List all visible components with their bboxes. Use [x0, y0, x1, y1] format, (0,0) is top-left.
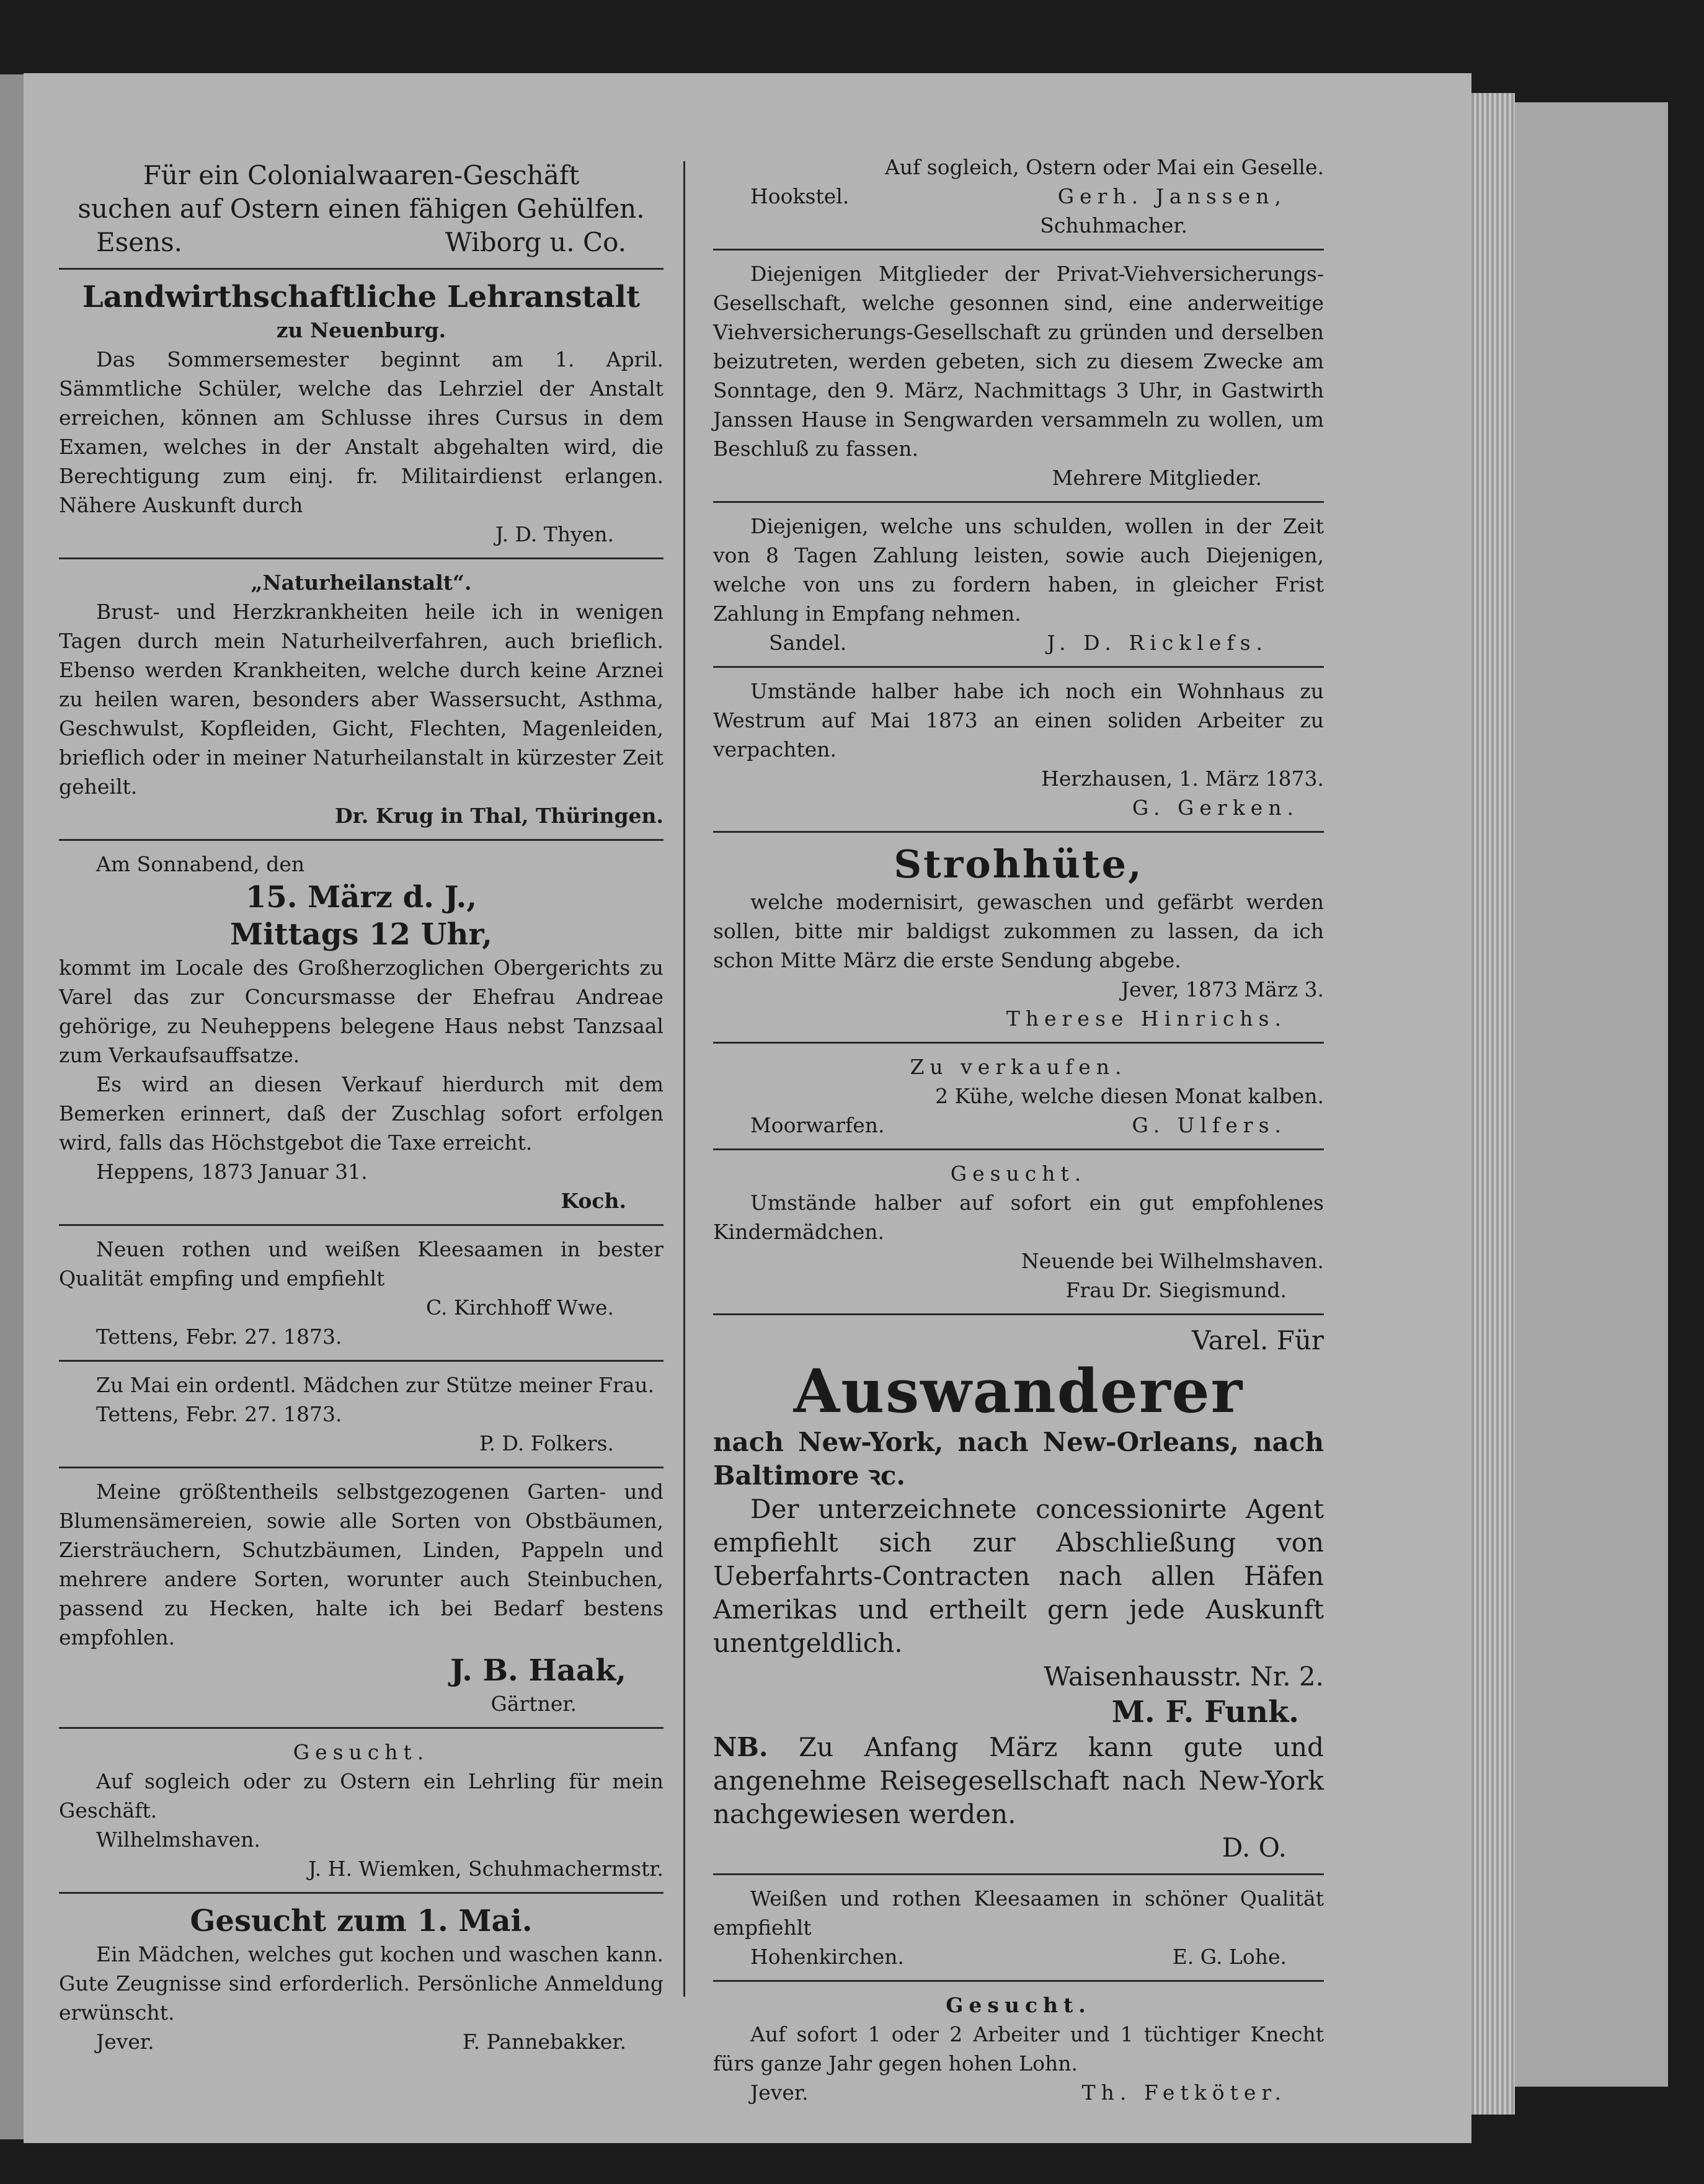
- ad-auswanderer-intro: Varel. Für: [1192, 1325, 1324, 1356]
- ad-wohnhaus: [713, 673, 1324, 826]
- ad-auswanderer-nb: Zu Anfang März kann gute und angenehme Reisegesellschaft nach New-York nachgewiesen werden.: [713, 1732, 1324, 1829]
- ad-auction-signer: Koch.: [561, 1189, 626, 1213]
- ad-kindermaedchen: [713, 1155, 1324, 1308]
- ad-viehversicherung: [713, 255, 1324, 496]
- ad-arbeiter-heading: Gesucht.: [946, 1993, 1091, 2017]
- separator: [713, 1313, 1324, 1315]
- ad-auswanderer: [713, 1320, 1324, 1868]
- ad-mai-place: Jever.: [96, 2030, 154, 2054]
- separator: [59, 1467, 663, 1468]
- ad-klee-body: Neuen rothen und weißen Kleesaamen in bester Qualität empfing und empfiehlt: [59, 1237, 663, 1290]
- ad-schulden-signer: J. D. Ricklefs.: [1047, 631, 1268, 655]
- ad-kuehe-heading: Zu verkaufen.: [910, 1055, 1127, 1079]
- book-cover: [1488, 102, 1668, 2087]
- ad-auction-date: 15. März d. J.,: [245, 880, 477, 915]
- ad-klee2-signer: E. G. Lohe.: [1172, 1945, 1287, 1969]
- ad-kinder-body: Umstände halber auf sofort ein gut empfohlenes Kindermädchen.: [713, 1191, 1324, 1244]
- separator: [59, 557, 663, 559]
- separator: [713, 1148, 1324, 1150]
- ad-haak-body: Meine größtentheils selbstgezogenen Garten- und Blumensämereien, sowie alle Sorten von Obstbäumen, Ziersträuchern, Schutzbäumen, Linden, Pappeln und mehrere andere Sorten, worunter auch Steinbuchen, passend zu Hecken, halte ich bei Bedarf bestens empfohlen.: [59, 1480, 663, 1649]
- ad-colonialwaaren: [59, 155, 663, 263]
- ad-auswanderer-title: Auswanderer: [793, 1356, 1244, 1426]
- ad-mai-signer: F. Pannebakker.: [462, 2030, 626, 2054]
- separator: [59, 1892, 663, 1894]
- ad-colonial-signer: Wiborg u. Co.: [445, 227, 626, 257]
- ad-schulden-place: Sandel.: [769, 631, 847, 655]
- separator: [59, 839, 663, 841]
- ad-auswanderer-address: Waisenhausstr. Nr. 2.: [1044, 1661, 1324, 1692]
- separator: [59, 268, 663, 270]
- ad-auction-body2: Es wird an diesen Verkauf hierdurch mit dem Bemerken erinnert, daß der Zuschlag sofort erfolgen wird, falls das Höchstgebot die Taxe erreicht.: [59, 1072, 663, 1155]
- ad-klee2-body: Weißen und rothen Kleesaamen in schöner Qualität empfiehlt: [713, 1886, 1324, 1940]
- ad-kleesaamen: [59, 1231, 663, 1355]
- ad-auction: [59, 846, 663, 1219]
- ad-strohhuete-body: welche modernisirt, gewaschen und gefärbt werden sollen, bitte mir baldigst zukommen zu lassen, da ich schon Mitte März die erste Sendung abgebe.: [713, 890, 1324, 972]
- ad-strohhuete-signer: Therese Hinrichs.: [1006, 1006, 1287, 1031]
- ad-arbeiter-body: Auf sofort 1 oder 2 Arbeiter und 1 tüchtiger Knecht fürs ganze Jahr gegen hohen Lohn.: [713, 2022, 1324, 2075]
- ad-kuehe-body: 2 Kühe, welche diesen Monat kalben.: [935, 1084, 1324, 1108]
- ad-klee-signer: C. Kirchhoff Wwe.: [425, 1295, 614, 1320]
- ad-auction-body: kommt im Locale des Großherzoglichen Obergerichts zu Varel das zur Concursmasse der Ehefrau Andreae gehörige, zu Neuheppens belegene Haus nebst Tanzsaal zum Verkaufsauffsatze.: [59, 956, 663, 1067]
- previous-page-edge: [0, 74, 24, 2139]
- ad-lehranstalt-subtitle: zu Neuenburg.: [276, 318, 446, 342]
- ad-klee-dateline: Tettens, Febr. 27. 1873.: [96, 1325, 342, 1349]
- separator: [713, 501, 1324, 503]
- ad-auction-time: Mittags 12 Uhr,: [230, 917, 492, 952]
- ad-schulden: [713, 508, 1324, 661]
- ad-lehrling: [59, 1734, 663, 1887]
- ad-lehranstalt-body: Das Sommersemester beginnt am 1. April. Sämmtliche Schüler, welche das Lehrziel der Anstalt erreichen, können am Schlusse ihres Cursus in dem Examen, welches in der Anstalt abgehalten wird, die Berechtigung zum einj. fr. Militairdienst erlangen. Nähere Auskunft durch: [59, 347, 663, 517]
- separator: [713, 1042, 1324, 1044]
- ad-kuehe-place: Moorwarfen.: [750, 1113, 885, 1137]
- ad-geselle-place: Hookstel.: [750, 184, 850, 208]
- ad-geselle-body: Auf sogleich, Ostern oder Mai ein Geselle.: [885, 155, 1324, 179]
- ad-arbeiter: [713, 1987, 1324, 2111]
- ad-kuehe-signer: G. Ulfers.: [1132, 1113, 1287, 1137]
- ad-lehrling-heading: Gesucht.: [293, 1740, 430, 1764]
- ad-lehranstalt-signer: J. D. Thyen.: [495, 522, 614, 546]
- ad-haak-role: Gärtner.: [490, 1692, 577, 1716]
- ad-haak-signer: J. B. Haak,: [450, 1653, 626, 1688]
- ad-auswanderer-body: Der unterzeichnete concessionirte Agent empfiehlt sich zur Abschließung von Ueberfahrts-Contracten nach allen Häfen Amerikas und ertheilt gern jede Auskunft unentgeldlich.: [713, 1494, 1324, 1658]
- ad-geselle-role: Schuhmacher.: [1040, 213, 1187, 237]
- column-divider: [683, 161, 685, 1997]
- ad-vieh-body: Diejenigen Mitglieder der Privat-Viehversicherungs-Gesellschaft, welche gesonnen sind, eine anderweitige Viehversicherungs-Gesellschaft zu gründen und derselben beizutreten, werden gebeten, sich zu diesem Zwecke am Sonntage, den 9. März, Nachmittags 3 Uhr, in Gastwirth Janssen Hause in Sengwarden versammeln zu wollen, um Beschluß zu fassen.: [713, 262, 1324, 461]
- ad-auction-intro: Am Sonnabend, den: [96, 852, 305, 876]
- separator: [713, 666, 1324, 668]
- ad-mai: [59, 1899, 663, 2060]
- separator: [713, 249, 1324, 251]
- ad-mai-title: Gesucht zum 1. Mai.: [190, 1904, 533, 1938]
- ad-kuehe: [713, 1049, 1324, 1143]
- left-column: [59, 155, 663, 2060]
- ad-haak: [59, 1473, 663, 1722]
- ad-lehrling-place: Wilhelmshaven.: [96, 1827, 260, 1852]
- right-column: [713, 149, 1324, 2111]
- ad-arbeiter-place: Jever.: [750, 2080, 809, 2105]
- ad-maedchen: [59, 1367, 663, 1462]
- separator: [59, 1727, 663, 1729]
- ad-auction-dateline: Heppens, 1873 Januar 31.: [96, 1160, 368, 1184]
- ad-naturheilanstalt: [59, 564, 663, 834]
- ad-maedchen-body: Zu Mai ein ordentl. Mädchen zur Stütze meiner Frau.: [96, 1373, 655, 1397]
- ad-naturheil-signer: Dr. Krug in Thal, Thüringen.: [334, 804, 663, 828]
- ad-strohhuete-title: Strohhüte,: [894, 841, 1143, 887]
- ad-maedchen-signer: P. D. Folkers.: [479, 1431, 614, 1455]
- ad-lehranstalt: [59, 275, 663, 553]
- separator: [59, 1224, 663, 1226]
- ad-lehrling-signer: J. H. Wiemken, Schuhmachermstr.: [308, 1857, 663, 1881]
- ad-mai-body: Ein Mädchen, welches gut kochen und waschen kann. Gute Zeugnisse sind erforderlich. Persönliche Anmeldung erwünscht.: [59, 1942, 663, 2025]
- ad-auswanderer-dest: nach New-York, nach New-Orleans, nach Baltimore ꝛc.: [713, 1427, 1324, 1491]
- ad-wohnhaus-signer: G. Gerken.: [1132, 796, 1299, 820]
- page-stack-edge: [1471, 93, 1515, 2115]
- ad-auswanderer-nb-signer: D. O.: [1222, 1832, 1287, 1863]
- ad-vieh-signer: Mehrere Mitglieder.: [1052, 466, 1262, 490]
- ad-kinder-signer: Frau Dr. Siegismund.: [1065, 1278, 1287, 1302]
- ad-colonial-line2: suchen auf Ostern einen fähigen Gehülfen.: [78, 193, 645, 224]
- ad-colonial-place: Esens.: [96, 227, 183, 257]
- ad-strohhuete: [713, 838, 1324, 1037]
- ad-auswanderer-nb-label: NB.: [713, 1732, 768, 1762]
- separator: [713, 831, 1324, 833]
- separator: [713, 1873, 1324, 1875]
- ad-naturheil-title: „Naturheilanstalt“.: [251, 570, 472, 595]
- ad-colonial-line1: Für ein Colonialwaaren-Geschäft: [143, 160, 580, 190]
- ad-naturheil-body: Brust- und Herzkrankheiten heile ich in wenigen Tagen durch mein Naturheilverfahren, auch brieflich. Ebenso werden Krankheiten, welche durch keine Arznei zu heilen waren, besonders aber Wassersucht, Asthma, Geschwulst, Kopfleiden, Gicht, Flechten, Magenleiden, brieflich oder in meiner Naturheilanstalt in kürzester Zeit geheilt.: [59, 600, 663, 799]
- ad-wohnhaus-body: Umstände halber habe ich noch ein Wohnhaus zu Westrum auf Mai 1873 an einen soliden Arbeiter zu verpachten.: [713, 679, 1324, 761]
- separator: [59, 1360, 663, 1362]
- ad-arbeiter-signer: Th. Fetköter.: [1081, 2080, 1287, 2105]
- ad-lehrling-body: Auf sogleich oder zu Ostern ein Lehrling für mein Geschäft.: [59, 1769, 663, 1822]
- ad-kleesaamen-2: [713, 1880, 1324, 1975]
- ad-kinder-heading: Gesucht.: [950, 1161, 1087, 1186]
- ad-schulden-body: Diejenigen, welche uns schulden, wollen in der Zeit von 8 Tagen Zahlung leisten, sowie auch Diejenigen, welche von uns zu fordern haben, in gleicher Frist Zahlung in Empfang nehmen.: [713, 514, 1324, 626]
- ad-geselle: [713, 149, 1324, 244]
- ad-wohnhaus-dateline: Herzhausen, 1. März 1873.: [1041, 766, 1324, 791]
- ad-maedchen-dateline: Tettens, Febr. 27. 1873.: [96, 1402, 342, 1426]
- ad-klee2-place: Hohenkirchen.: [750, 1945, 905, 1969]
- separator: [713, 1980, 1324, 1982]
- ad-geselle-signer: Gerh. Janssen,: [1057, 184, 1287, 208]
- ad-auswanderer-signer: M. F. Funk.: [1111, 1695, 1299, 1729]
- ad-strohhuete-dateline: Jever, 1873 März 3.: [1120, 977, 1324, 1001]
- ad-lehranstalt-title: Landwirthschaftliche Lehranstalt: [82, 280, 641, 314]
- ad-kinder-place: Neuende bei Wilhelmshaven.: [1021, 1249, 1324, 1273]
